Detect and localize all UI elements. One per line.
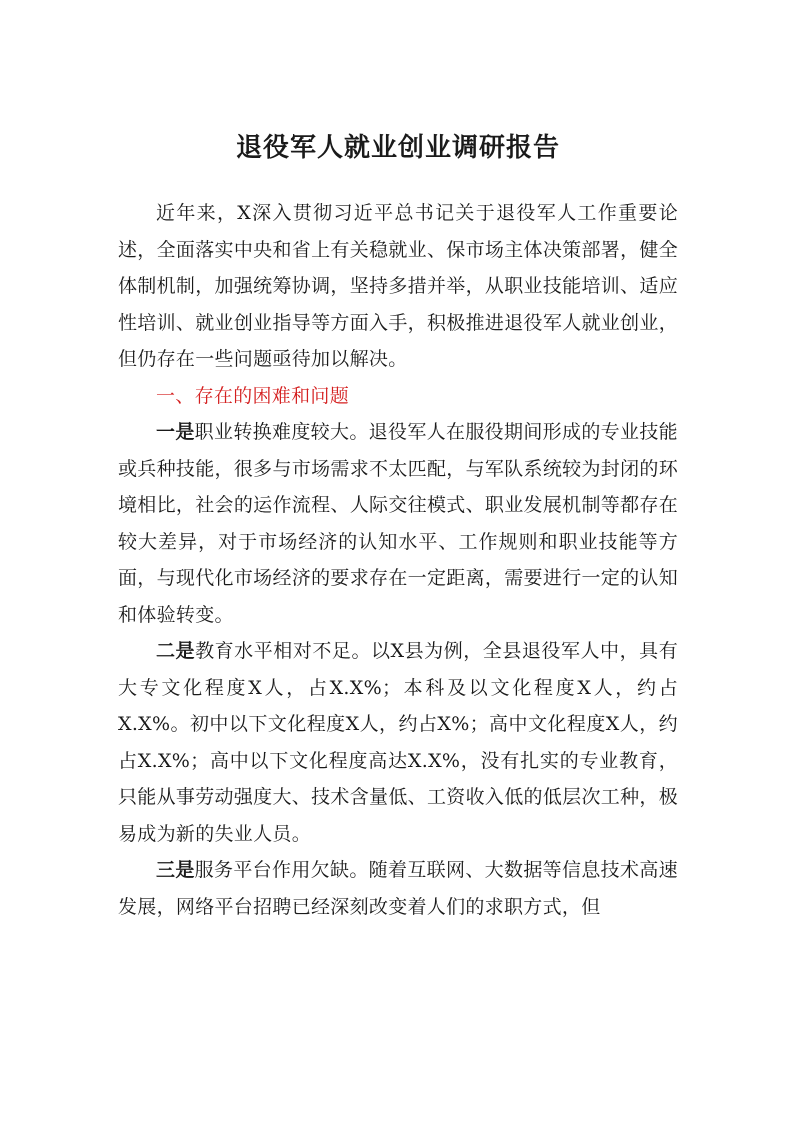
paragraph-lead: 一是 <box>156 421 195 443</box>
body-paragraph <box>118 414 678 633</box>
document-title: 退役军人就业创业调研报告 <box>235 133 560 163</box>
paragraph-text: 职业转换难度较大。退役军人在服役期间形成的专业技能或兵种技能，很多与市场需求不太匹配，与军队系统较为封闭的环境相比，社会的运作流程、人际交往模式、职业发展机制等都存在较大差异，对于市场经济的认知水平、工作规则和职业技能等方面，与现代化市场经济的要求存在一定距离，需要进行一定的认知和体验转变。 <box>118 421 678 626</box>
intro-paragraph: 近年来，X深入贯彻习近平总书记关于退役军人工作重要论述，全面落实中央和省上有关稳就业、保市场主体决策部署，健全体制机制，加强统筹协调，坚持多措并举，从职业技能培训、适应性培训、就业创业指导等方面入手，积极推进退役军人就业创业，但仍存在一些问题亟待加以解决。 <box>118 202 678 370</box>
body-paragraph <box>118 633 678 852</box>
body-paragraph <box>118 852 678 925</box>
paragraph-text: 教育水平相对不足。以X县为例，全县退役军人中，具有大专文化程度X人，占X.X%；本科及以文化程度X人，约占X.X%。初中以下文化程度X人，约占X%；高中文化程度X人，约占X.X%；高中以下文化程度高达X.X%，没有扎实的专业教育，只能从事劳动强度大、技术含量低、工资收入低的低层次工种，极易成为新的失业人员。 <box>118 640 678 845</box>
paragraph-text: 服务平台作用欠缺。随着互联网、大数据等信息技术高速发展，网络平台招聘已经深刻改变着人们的求职方式，但 <box>118 859 678 918</box>
section-heading: 一、存在的困难和问题 <box>156 384 350 407</box>
paragraph-lead: 二是 <box>156 640 196 662</box>
paragraph-lead: 三是 <box>156 859 195 881</box>
document-page <box>118 120 678 925</box>
